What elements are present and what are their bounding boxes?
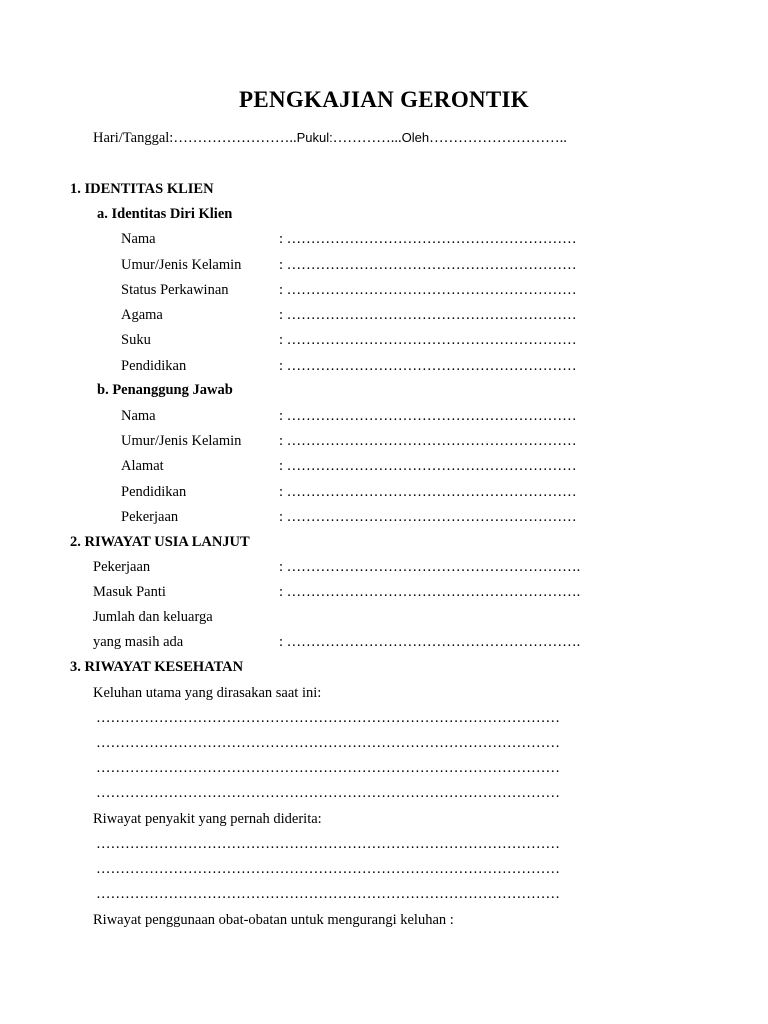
- subsection-penanggung-jawab-heading: b. Penanggung Jawab: [97, 382, 233, 398]
- answer-line[interactable]: ……………………………………………………………………………………: [96, 861, 560, 877]
- answer-line[interactable]: ……………………………………………………………………………………: [96, 886, 560, 902]
- field-value[interactable]: : ……………………………………………………: [279, 458, 577, 474]
- field-label: Pekerjaan: [93, 559, 151, 575]
- field-value[interactable]: : ……………………………………………………: [279, 358, 577, 374]
- field-label: Umur/Jenis Kelamin: [121, 433, 242, 449]
- answer-line[interactable]: ……………………………………………………………………………………: [96, 785, 560, 801]
- oleh-label: Oleh: [401, 130, 430, 145]
- field-label: Nama: [121, 408, 156, 424]
- field-value[interactable]: : ……………………………………………………: [279, 408, 577, 424]
- field-value[interactable]: : ……………………………………………………: [279, 231, 577, 247]
- field-value[interactable]: : ……………………………………………………: [279, 484, 577, 500]
- header-line: [93, 129, 567, 147]
- answer-line[interactable]: ……………………………………………………………………………………: [96, 836, 560, 852]
- page-title: PENGKAJIAN GERONTIK: [238, 87, 530, 112]
- answer-line[interactable]: ……………………………………………………………………………………: [96, 760, 560, 776]
- keluhan-label: Keluhan utama yang dirasakan saat ini:: [93, 685, 322, 701]
- subsection-identitas-diri-heading: a. Identitas Diri Klien: [97, 206, 233, 222]
- field-value[interactable]: : ……………………………………………………: [279, 257, 577, 273]
- field-label: Pendidikan: [121, 484, 187, 500]
- riwayat-obat-label: Riwayat penggunaan obat-obatan untuk mengurangi keluhan :: [93, 912, 454, 928]
- field-label: Alamat: [121, 458, 164, 474]
- hari-tanggal-field[interactable]: ……………………..: [173, 130, 297, 146]
- field-label: yang masih ada: [93, 634, 184, 650]
- field-label: Status Perkawinan: [121, 282, 229, 298]
- field-label: Pekerjaan: [121, 509, 179, 525]
- field-value[interactable]: : ……………………………………………………: [279, 433, 577, 449]
- section-identitas-klien-heading: 1. IDENTITAS KLIEN: [70, 181, 214, 197]
- answer-line[interactable]: ……………………………………………………………………………………: [96, 735, 560, 751]
- riwayat-penyakit-label: Riwayat penyakit yang pernah diderita:: [93, 811, 322, 827]
- section-riwayat-usia-lanjut-heading: 2. RIWAYAT USIA LANJUT: [70, 534, 250, 550]
- field-label: Masuk Panti: [93, 584, 166, 600]
- field-label: Suku: [121, 332, 151, 348]
- field-value[interactable]: : …………………………………………………….: [279, 584, 581, 600]
- field-label: Pendidikan: [121, 358, 187, 374]
- section-riwayat-kesehatan-heading: 3. RIWAYAT KESEHATAN: [70, 659, 244, 675]
- pukul-label: Pukul:: [296, 130, 333, 145]
- field-value[interactable]: : ……………………………………………………: [279, 282, 577, 298]
- field-value[interactable]: : ……………………………………………………: [279, 509, 577, 525]
- answer-line[interactable]: ……………………………………………………………………………………: [96, 710, 560, 726]
- field-value[interactable]: : …………………………………………………….: [279, 634, 581, 650]
- oleh-field[interactable]: ………………………..: [429, 130, 567, 146]
- field-label: Umur/Jenis Kelamin: [121, 257, 242, 273]
- field-value[interactable]: : ……………………………………………………: [279, 307, 577, 323]
- field-label: Agama: [121, 307, 163, 323]
- field-value[interactable]: : …………………………………………………….: [279, 559, 581, 575]
- field-value[interactable]: : ……………………………………………………: [279, 332, 577, 348]
- field-label: Jumlah dan keluarga: [93, 609, 213, 625]
- hari-tanggal-label: Hari/Tanggal:: [93, 130, 174, 146]
- field-label: Nama: [121, 231, 156, 247]
- pukul-field[interactable]: …………...: [332, 130, 402, 146]
